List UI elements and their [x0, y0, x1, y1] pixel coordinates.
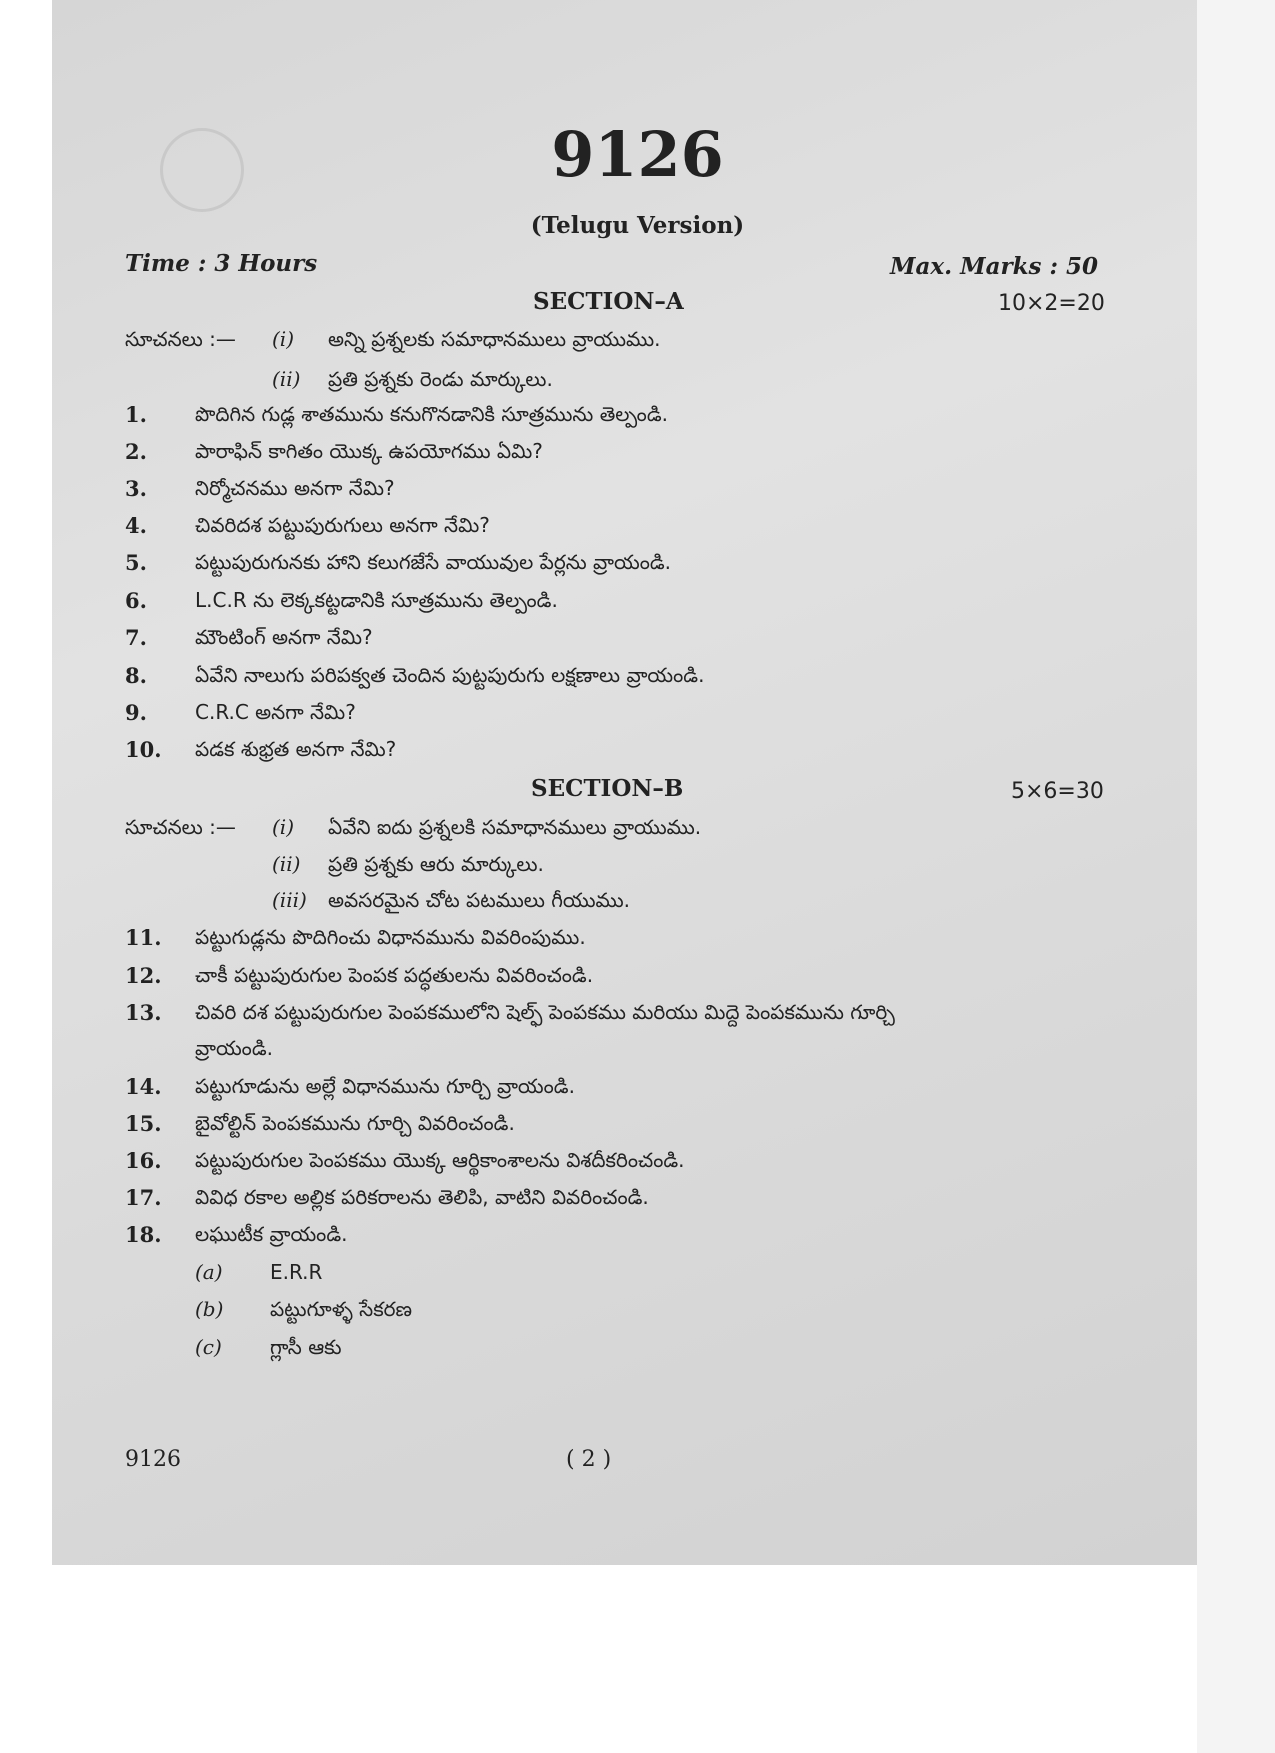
question-number: 1. — [125, 402, 147, 427]
note-text: ప్రతి ప్రశ్నకు రెండు మార్కులు. — [328, 367, 553, 391]
question-text: నిర్మోచనము అనగా నేమి? — [195, 476, 395, 500]
question-number: 17. — [125, 1185, 162, 1210]
question-number: 10. — [125, 737, 162, 762]
question-text: చివరి దశ పట్టుపురుగుల పెంపకములోని షెల్ఫ్ పెంపకము మరియు మిద్దె పెంపకమును గూర్చి — [195, 1000, 895, 1024]
question-text: పట్టుపురుగుల పెంపకము యొక్క ఆర్థికాంశాలను విశదీకరించండి. — [195, 1148, 685, 1172]
question-text: చివరిదశ పట్టుపురుగులు అనగా నేమి? — [195, 513, 490, 537]
question-number: 18. — [125, 1222, 162, 1247]
sub-item-text: E.R.R — [270, 1260, 323, 1284]
footer-paper-code: 9126 — [125, 1447, 181, 1472]
question-number: 11. — [125, 925, 162, 950]
section-a-marks: 10×2=20 — [998, 291, 1105, 316]
question-text: పట్టుపురుగునకు హాని కలుగజేసే వాయువుల పేర్లను వ్రాయండి. — [195, 550, 672, 574]
note-number: (ii) — [272, 852, 301, 876]
note-text: ఏవేని ఐదు ప్రశ్నలకి సమాధానములు వ్రాయుము. — [328, 815, 702, 839]
section-a-notes-label: సూచనలు :— — [125, 327, 236, 351]
question-text: C.R.C అనగా నేమి? — [195, 700, 356, 724]
note-number: (i) — [272, 815, 295, 839]
note-text: ప్రతి ప్రశ్నకు ఆరు మార్కులు. — [328, 852, 544, 876]
section-b-marks: 5×6=30 — [1011, 779, 1104, 804]
section-a-title: SECTION–A — [533, 288, 684, 315]
scan-margin — [1197, 0, 1275, 1753]
question-text: బైవోల్టిన్ పెంపకమును గూర్చి వివరించండి. — [195, 1111, 515, 1135]
question-number: 7. — [125, 625, 147, 650]
sub-item-letter: (b) — [195, 1297, 224, 1321]
question-number: 15. — [125, 1111, 162, 1136]
question-number: 5. — [125, 550, 147, 575]
question-text: లఘుటీక వ్రాయండి. — [195, 1222, 348, 1246]
sub-item-letter: (a) — [195, 1260, 223, 1284]
question-number: 9. — [125, 700, 147, 725]
question-text: చాకీ పట్టుపురుగుల పెంపక పద్ధతులను వివరించండి. — [195, 963, 594, 987]
max-marks-label: Max. Marks : 50 — [890, 253, 1098, 280]
page-number: ( 2 ) — [566, 1447, 612, 1472]
note-text: అవసరమైన చోట పటములు గీయుము. — [328, 888, 630, 912]
note-number: (ii) — [272, 367, 301, 391]
question-number: 16. — [125, 1148, 162, 1173]
question-text: మౌంటింగ్ అనగా నేమి? — [195, 625, 373, 649]
section-b-title: SECTION–B — [531, 775, 684, 802]
note-number: (iii) — [272, 888, 307, 912]
question-text: L.C.R ను లెక్కకట్టడానికి సూత్రమును తెల్పండి. — [195, 588, 558, 612]
question-text: వివిధ రకాల అల్లిక పరికరాలను తెలిపి, వాటిని వివరించండి. — [195, 1185, 649, 1209]
note-number: (i) — [272, 327, 295, 351]
question-number: 8. — [125, 663, 147, 688]
question-text: పొదిగిన గుడ్ల శాతమును కనుగొనడానికి సూత్రమును తెల్పండి. — [195, 402, 668, 426]
question-number: 6. — [125, 588, 147, 613]
question-number: 14. — [125, 1074, 162, 1099]
question-number: 12. — [125, 963, 162, 988]
sub-item-text: గ్లాసీ ఆకు — [270, 1335, 342, 1359]
question-number: 2. — [125, 439, 147, 464]
question-number: 4. — [125, 513, 147, 538]
question-text: పట్టుగుడ్లను పొదిగించు విధానమును వివరింపుము. — [195, 925, 586, 949]
question-text-continued: వ్రాయండి. — [195, 1036, 273, 1060]
question-text: పారాఫిన్ కాగితం యొక్క ఉపయోగము ఏమి? — [195, 439, 543, 463]
question-text: పట్టుగూడును అల్లే విధానమును గూర్చి వ్రాయండి. — [195, 1074, 575, 1098]
version-label: (Telugu Version) — [530, 212, 745, 239]
paper-code: 9126 — [551, 118, 724, 191]
question-text: పడక శుభ్రత అనగా నేమి? — [195, 737, 397, 761]
section-b-notes-label: సూచనలు :— — [125, 815, 236, 839]
question-number: 3. — [125, 476, 147, 501]
sub-item-letter: (c) — [195, 1335, 222, 1359]
question-number: 13. — [125, 1000, 162, 1025]
time-label: Time : 3 Hours — [125, 250, 318, 277]
sub-item-text: పట్టుగూళ్ళ సేకరణ — [270, 1297, 413, 1321]
question-text: ఏవేని నాలుగు పరిపక్వత చెందిన పుట్టపురుగు లక్షణాలు వ్రాయండి. — [195, 663, 705, 687]
note-text: అన్ని ప్రశ్నలకు సమాధానములు వ్రాయుము. — [328, 327, 661, 351]
